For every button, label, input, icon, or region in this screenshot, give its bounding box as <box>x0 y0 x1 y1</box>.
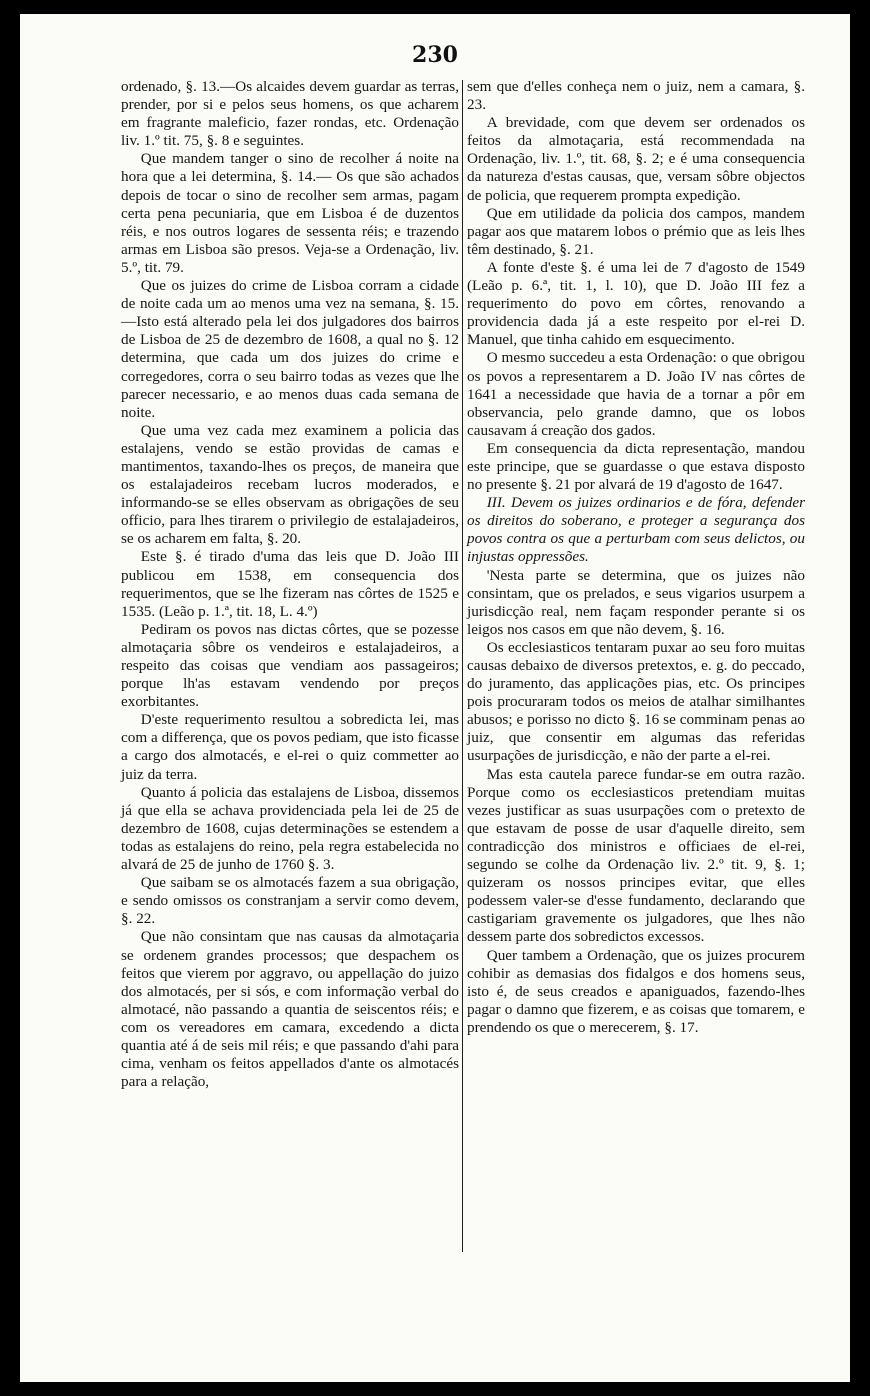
paragraph: Que os juizes do crime de Lisboa corram a cidade de noite cada um ao menos uma vez na semana, §. 15.—Isto está alterado pela lei dos julgadores dos bairros de Lisboa de 25 de dezembro de 1608, a qual no §. 12 determina, que cada um dos juizes do crime e corregedores, corra o seu bairro todas as vezes que lhe parecer necessario, e ao menos duas cada semana de noite. <box>121 277 459 421</box>
paragraph: O mesmo succedeu a esta Ordenação: o que obrigou os povos a representarem a D. João IV nas côrtes de 1641 a necessidade que havia de a tornar a pôr em observancia, pelo grande damno, que os lobos causavam á creação dos gados. <box>467 349 805 439</box>
paragraph: Quer tambem a Ordenação, que os juizes procurem cohibir as demasias dos fidalgos e dos homens seus, isto é, de seus creados e apaniguados, fazendo-lhes pagar o damno que fizerem, e as coisas que tomarem, e prendendo os que o merecerem, §. 17. <box>467 946 805 1036</box>
book-page <box>20 14 850 1382</box>
paragraph: 'Nesta parte se determina, que os juizes não consintam, que os prelados, e seus vigarios usurpem a jurisdicção real, nem façam responder perante si os leigos nos casos em que não devem, §. 16. <box>467 566 805 638</box>
paragraph: A fonte d'este §. é uma lei de 7 d'agosto de 1549 (Leão p. 6.ª, tit. 1, l. 10), que D. João III fez a requerimento do povo em côrtes, renovando a providencia dada já a este respeito por el-rei D. Manuel, que tinha cahido em esquecimento. <box>467 258 805 349</box>
page-number: 230 <box>412 42 458 68</box>
paragraph: Que uma vez cada mez examinem a policia das estalajens, vendo se estão providas de camas e mantimentos, taxando-lhes os preços, de maneira que os estalajadeiros recebam lucros moderados, e informando-se se elles observam as obrigações de seu officio, para lhes tirarem o privilegio de estalajadeiros, se os acharem em falta, §. 20. <box>121 421 459 548</box>
paragraph: Que não consintam que nas causas da almotaçaria se ordenem grandes processos; que despachem os feitos que vierem por aggravo, ou appellação do juizo dos almotacés, per si sós, e com informação verbal do almotacé, não passando a quantia de seiscentos réis; e com os vereadores em camara, excedendo a dicta quantia até á de seis mil réis; e que passando d'ahi para cima, venham os feitos appellados d'ante os almotacés para a relação, <box>121 928 459 1091</box>
section-heading: III. Devem os juizes ordinarios e de fóra, defender os direitos do soberano, e proteger a segurança dos povos contra os que a perturbam com seus delictos, ou injustas oppressões. <box>467 494 805 566</box>
paragraph: D'este requerimento resultou a sobredicta lei, mas com a differença, que os povos pediam, que isto ficasse a cargo dos almotacés, e el-rei o quiz commetter ao juiz da terra. <box>121 711 459 783</box>
paragraph: sem que d'elles conheça nem o juiz, nem a camara, §. 23. <box>467 78 805 114</box>
paragraph: Que em utilidade da policia dos campos, mandem pagar aos que matarem lobos o prémio que as leis lhes têm destinado, §. 21. <box>467 204 805 258</box>
column-divider <box>462 80 463 1252</box>
paragraph: Quanto á policia das estalajens de Lisboa, dissemos já que ella se achava providenciada pela lei de 25 de dezembro de 1608, cujas determinações se estendem a todas as estalajens do reino, pela regra estabelecida no alvará de 25 de junho de 1760 §. 3. <box>121 783 459 874</box>
paragraph: Este §. é tirado d'uma das leis que D. João III publicou em 1538, em consequencia dos requerimentos, que se lhe fizeram nas côrtes de 1525 e 1535. (Leão p. 1.ª, tit. 18, L. 4.º) <box>121 548 459 620</box>
paragraph: Que mandem tanger o sino de recolher á noite na hora que a lei determina, §. 14.— Os que são achados depois de tocar o sino de recolher sem armas, pagam certa pena pecuniaria, que em Lisboa é de duzentos réis, e nos outros logares de sessenta réis; e trazendo armas em Lisboa são presos. Veja-se a Ordenação, liv. 5.º, tit. 79. <box>121 150 459 276</box>
paragraph: Em consequencia da dicta representação, mandou este principe, que se guardasse o que estava disposto no presente §. 21 por alvará de 19 d'agosto de 1647. <box>467 439 805 494</box>
left-column <box>121 78 459 1091</box>
paragraph: A brevidade, com que devem ser ordenados os feitos da almotaçaria, está recommendada na Ordenação, liv. 1.º, tit. 68, §. 2; e é uma consequencia da natureza d'estas causas, que, versam sôbre objectos de policia, que requerem prompta expedição. <box>467 114 805 204</box>
paragraph: Que saibam se os almotacés fazem a sua obrigação, e sendo omissos os constranjam a servir como devem, §. 22. <box>121 874 459 928</box>
paragraph: Os ecclesiasticos tentaram puxar ao seu foro muitas causas debaixo de diversos pretextos, e. g. do peccado, do juramento, das applicações pias, etc. Os principes pois procuraram todos os meios de atalhar similhantes abusos; e porisso no dicto §. 16 se comminam penas ao juiz, que consentir em algumas das referidas usurpações de jurisdicção, e não der parte a el-rei. <box>467 638 805 765</box>
right-column <box>467 78 805 1037</box>
paragraph: Mas esta cautela parece fundar-se em outra razão. Porque como os ecclesiasticos pretendiam muitas vezes justificar as suas usurpações com o pretexto de que estavam de posse de usar d'aquelle direito, sem contradicção dos ministros e officiaes de el-rei, segundo se colhe da Ordenação liv. 2.º tit. 9, §. 1; quizeram os nossos principes evitar, que elles podessem valer-se d'esse fundamento, declarando que castigariam gravemente os julgadores, que lhes não dessem parte dos sobredictos excessos. <box>467 765 805 946</box>
paragraph: Pediram os povos nas dictas côrtes, que se pozesse almotaçaria sôbre os vendeiros e estalajadeiros, a respeito das coisas que vendiam aos passageiros; porque lh'as estavam vendendo por preços exorbitantes. <box>121 620 459 711</box>
paragraph: ordenado, §. 13.—Os alcaides devem guardar as terras, prender, por si e pelos seus homens, os que acharem em fragrante maleficio, fazer rondas, etc. Ordenação liv. 1.º tit. 75, §. 8 e seguintes. <box>121 78 459 150</box>
